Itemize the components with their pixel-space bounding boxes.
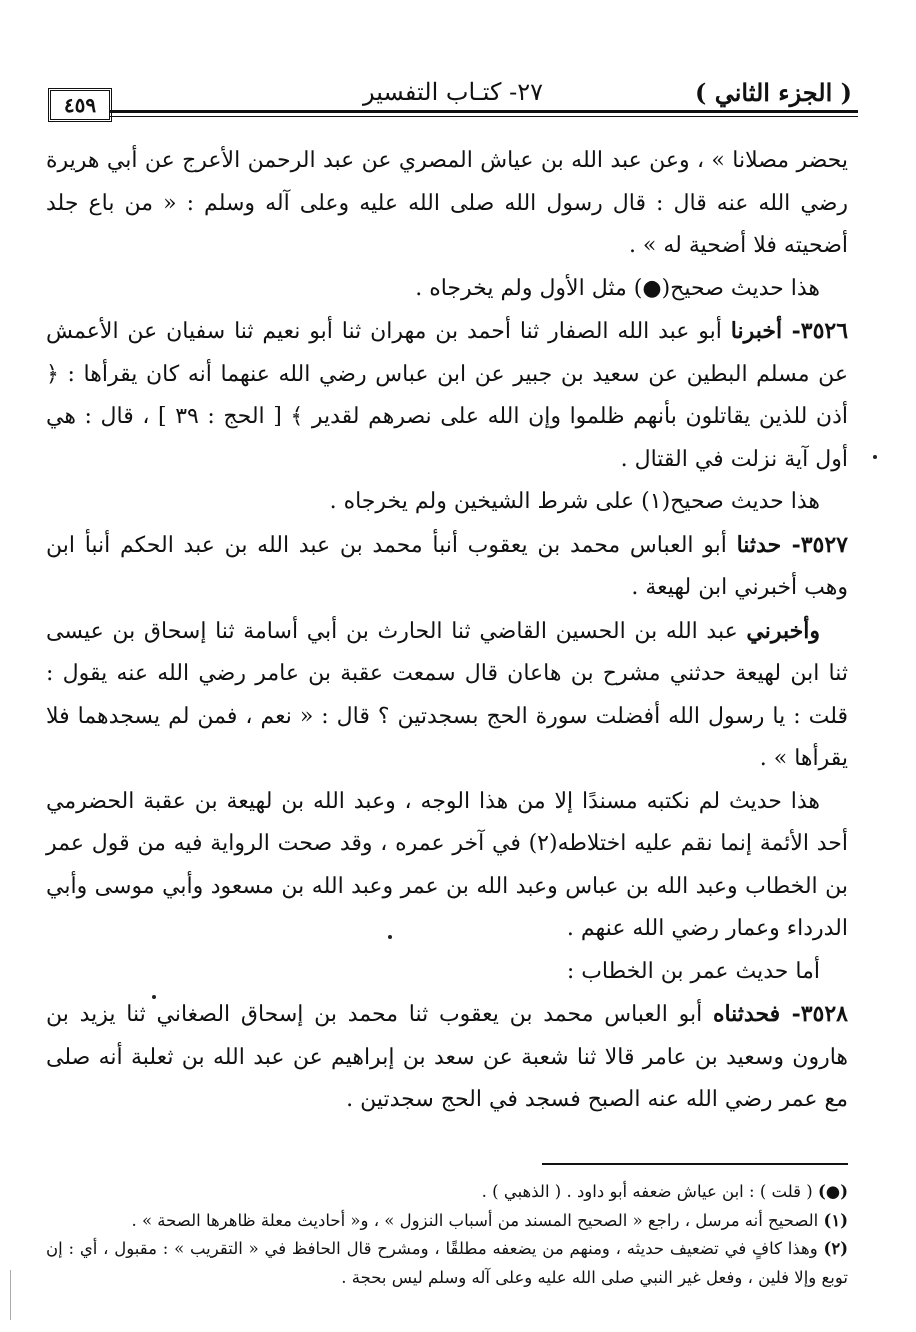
footnote-mark: (٢) [823, 1239, 848, 1258]
paragraph [46, 140, 848, 268]
header-rule-thin [110, 116, 858, 117]
paragraph-text: أبو العباس محمد بن يعقوب ثنا محمد بن إسحاق الصغاني ثنا يزيد بن هارون وسعيد بن عامر قالا ثنا شعبة عن سعد بن إبراهيم عن عبد الله بن ثعلبة أنه صلى مع عمر رضي الله عنه الصبح فسجد في الحج سجدتين . [46, 1002, 848, 1112]
running-header [48, 70, 858, 124]
hadith-keyword: - أخبرنا [730, 318, 801, 344]
volume-part: ( الجزء الثاني ) [694, 78, 852, 107]
paragraph-text: هذا حديث صحيح(١) على شرط الشيخين ولم يخرجاه . [329, 489, 820, 514]
main-text [46, 140, 848, 1122]
paragraph [46, 268, 848, 311]
footnotes [46, 1178, 848, 1292]
footnote-text: وهذا كافٍ في تضعيف حديثه ، ومنهم من يضعفه مطلقًا ، ومشرح قال الحافظ في « التقريب » : مقبول ، أي : إن توبع وإلا فلين ، وفعل غير النبي صلى الله عليه وعلى آله وسلم ليس بحجة . [46, 1239, 848, 1287]
header-rule-thick [110, 110, 858, 113]
scan-speck [388, 935, 392, 939]
paragraph-text: أبو عبد الله الصفار ثنا أحمد بن مهران ثنا أبو نعيم ثنا سفيان عن الأعمش عن مسلم البطين عن سعيد بن جبير عن ابن عباس رضي الله عنهما أنه كان يقرأها : ﴿ أذن للذين يقاتلون بأنهم ظلموا وإن الله على نصرهم لقدير ﴾ [ الحج : ٣٩ ] ، قال : هي أول آية نزلت في القتال . [46, 319, 848, 472]
paragraph-text: هذا حديث صحيح(●) مثل الأول ولم يخرجاه . [415, 275, 820, 301]
hadith-paragraph [46, 524, 848, 610]
footnote [46, 1207, 848, 1236]
paragraph-text: أبو العباس محمد بن يعقوب أنبأ محمد بن عبد الله بن عبد الحكم أنبأ ابن وهب أخبرني ابن لهيعة . [46, 532, 848, 600]
scan-speck [152, 995, 156, 999]
book-title: ٢٧- كتـاب التفسير [362, 78, 543, 106]
paragraph [46, 951, 848, 994]
footnote-mark: (●) [817, 1182, 848, 1201]
paragraph-text: هذا حديث لم نكتبه مسندًا إلا من هذا الوجه ، وعبد الله بن لهيعة بن عقبة الحضرمي أحد الأئمة إنما نقم عليه اختلاطه(٢) في آخر عمره ، وقد صحت الرواية فيه من قول عمر بن الخطاب وعبد الله بن عباس وعبد الله بن عمر وعبد الله بن مسعود وأبي موسى وأبي الدرداء وعمار رضي الله عنهم . [46, 788, 849, 941]
footnote [46, 1178, 848, 1207]
paragraph-text: أما حديث عمر بن الخطاب : [566, 958, 820, 984]
hadith-paragraph [46, 993, 848, 1122]
hadith-keyword: - فحدثناه [712, 1001, 801, 1027]
scan-speck [873, 455, 877, 459]
hadith-paragraph [46, 310, 848, 481]
footnote-mark: (١) [823, 1210, 848, 1230]
footnote-text: الصحيح أنه مرسل ، راجع « الصحيح المسند من أسباب النزول » ، و« أحاديث معلة ظاهرها الصحة » . [131, 1210, 824, 1230]
paragraph-text: يحضر مصلانا » ، وعن عبد الله بن عياش المصري عن عبد الرحمن الأعرج عن أبي هريرة رضي الله عنه قال : قال رسول الله صلى الله عليه وعلى آله وسلم : « من باع جلد أضحيته فلا أضحية له » . [46, 148, 848, 258]
chain-keyword: وأخبرني [746, 617, 820, 644]
hadith-number: ٣٥٢٧ [800, 531, 848, 558]
footnote-separator [542, 1163, 848, 1165]
footnote [46, 1235, 848, 1292]
scan-edge-line [10, 1270, 11, 1320]
page-number: ٤٥٩ [48, 88, 112, 122]
paragraph-text: عبد الله بن الحسين القاضي ثنا الحارث بن أبي أسامة ثنا إسحاق بن عيسى ثنا ابن لهيعة حدثني مشرح بن هاعان قال سمعت عقبة بن عامر رضي الله عنه يقول : قلت : يا رسول الله أفضلت سورة الحج بسجدتين ؟ قال : « نعم ، فمن لم يسجدهما فلا يقرأها » . [46, 618, 848, 771]
paragraph [46, 481, 848, 524]
hadith-number: ٣٥٢٨ [800, 1001, 848, 1027]
footnote-text: ( قلت ) : ابن عياش ضعفه أبو داود . ( الذهبي ) . [481, 1182, 818, 1201]
hadith-keyword: - حدثنا [736, 531, 801, 558]
paragraph [46, 610, 848, 781]
paragraph [46, 781, 848, 951]
hadith-number: ٣٥٢٦ [800, 318, 849, 344]
